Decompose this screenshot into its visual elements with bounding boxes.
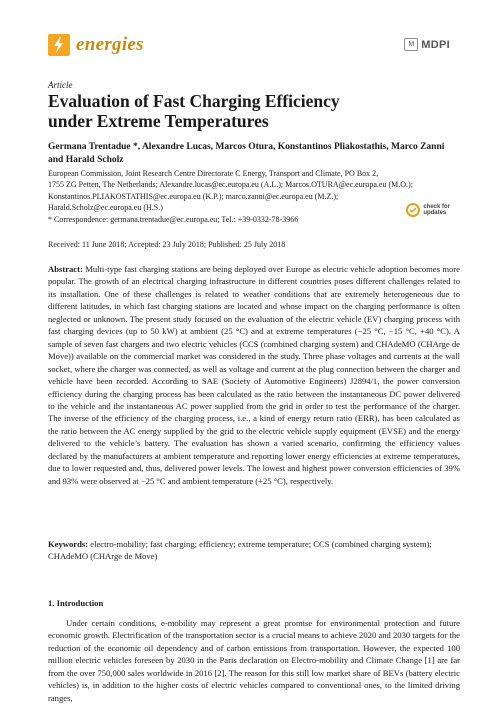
authors-line: Germana Trentadue *, Alexandre Lucas, Marcos Otura, Konstantinos Pliakostathis, Marco Zanni bbox=[48, 142, 445, 152]
article-type: Article bbox=[48, 80, 73, 90]
check-updates-text: updates bbox=[423, 210, 447, 216]
mdpi-icon: M bbox=[404, 38, 418, 51]
publication-dates: Received: 11 June 2018; Accepted: 23 July 2018; Published: 25 July 2018 bbox=[48, 240, 286, 249]
journal-name: energies bbox=[76, 34, 144, 55]
article-title: Evaluation of Fast Charging Efficiency under Extreme Temperatures bbox=[48, 91, 340, 131]
keywords-text: electro-mobility; fast charging; efficiency; extreme temperature; CCS (combined charging system); CHAdeMO (CHArge de Move) bbox=[48, 539, 432, 562]
author-list bbox=[48, 141, 460, 167]
introduction-paragraph bbox=[48, 617, 460, 704]
journal-logo bbox=[48, 34, 144, 56]
affiliations bbox=[48, 168, 460, 225]
correspondence: * Correspondence: germana.trentadue@ec.europa.eu; Tel.: +39-0332-78-3966 bbox=[48, 214, 299, 224]
intro-text: Under certain conditions, e-mobility may represent a great promise for environmental protection and future economic growth. Electrification of the transportation sector is a crucial means to achieve 2020 and 2030 targets for the reduction of the economic oil dependency and of carbon emissions from transportation. However, the expected 100 million electric vehicles foreseen by 2030 in the Paris declaration on Electro-mobility and Climate Change [1] are far from the over 750,000 sales worldwide in 2016 [2]. The reason for this still low market share of BEVs (battery electric vehicles) is, in addition to the higher costs of electric vehicles compared to conventional ones, to the limited driving ranges, bbox=[48, 618, 460, 703]
affiliation-line: Harald.Scholz@ec.europa.eu (H.S.) bbox=[48, 203, 163, 213]
energies-logo-icon bbox=[48, 34, 70, 56]
abstract-label: Abstract: bbox=[48, 264, 83, 274]
section-heading: 1. Introduction bbox=[48, 598, 104, 608]
affiliation-line: Konstantinos.PLIAKOSTATHIS@ec.europa.eu (K.P.); marco.zanni@ec.europa.eu (M.Z.); bbox=[48, 191, 339, 201]
check-for-updates-badge[interactable] bbox=[406, 203, 450, 217]
check-updates-text: check for bbox=[423, 203, 450, 210]
publisher-logo bbox=[404, 38, 450, 51]
abstract bbox=[48, 263, 460, 487]
affiliation-line: European Commission, Joint Research Centre Directorate C Energy, Transport and Climate, PO Box 2, bbox=[48, 169, 379, 178]
affiliation-line: 1755 ZG Petten, The Netherlands; Alexandre.lucas@ec.europa.eu (A.L.); Marcos.OTURA@ec.europa.eu (M.O.); bbox=[48, 180, 413, 190]
authors-line: and Harald Scholz bbox=[48, 155, 124, 165]
keywords bbox=[48, 538, 460, 563]
publisher-name: MDPI bbox=[421, 38, 450, 51]
check-updates-icon bbox=[406, 203, 420, 217]
abstract-text: Multi-type fast charging stations are being deployed over Europe as electric vehicle adoption becomes more popular. The growth of an electrical charging infrastructure in different countries poses different challenges related to its installation. One of these challenges is related to weather conditions that are extremely heterogeneous due to different latitudes, in which fast charging stations are located and whose impact on the charging performance is often neglected or unknown. The present study focused on the evaluation of the electric vehicle (EV) charging process with fast charging devices (up to 50 kW) at ambient (25 °C) and at extreme temperatures (−25 °C, −15 °C, +40 °C). A sample of seven fast chargers and two electric vehicles (CCS (combined charging system) and CHAdeMO (CHArge de Move)) available on the commercial market was considered in the study. Three phase voltages and currents at the wall socket, where the charger was connected, as well as voltage and current at the plug connection between the charger and vehicle have been recorded. According to SAE (Society of Automotive Engineers) J2894/1, the power conversion efficiency during the charging process has been calculated as the ratio between the instantaneous DC power delivered to the vehicle and the instantaneous AC power supplied from the grid in order to test the performance of the charger. The inverse of the efficiency of the charging process, i.e., a kind of energy return ratio (ERR), has been calculated as the ratio between the AC energy supplied by the grid to the electric vehicle supply equipment (EVSE) and the energy delivered to the vehicle’s battery. The evaluation has shown a varied scenario, confirming the efficiency values declared by the manufacturers at ambient temperature and reporting lower energy efficiencies at extreme temperatures, due to lower requested and, thus, delivered power levels. The lowest and highest power conversion efficiencies of 39% and 93% were observed at −25 °C and ambient temperature (+25 °C), respectively. bbox=[48, 264, 460, 486]
keywords-label: Keywords: bbox=[48, 539, 89, 549]
